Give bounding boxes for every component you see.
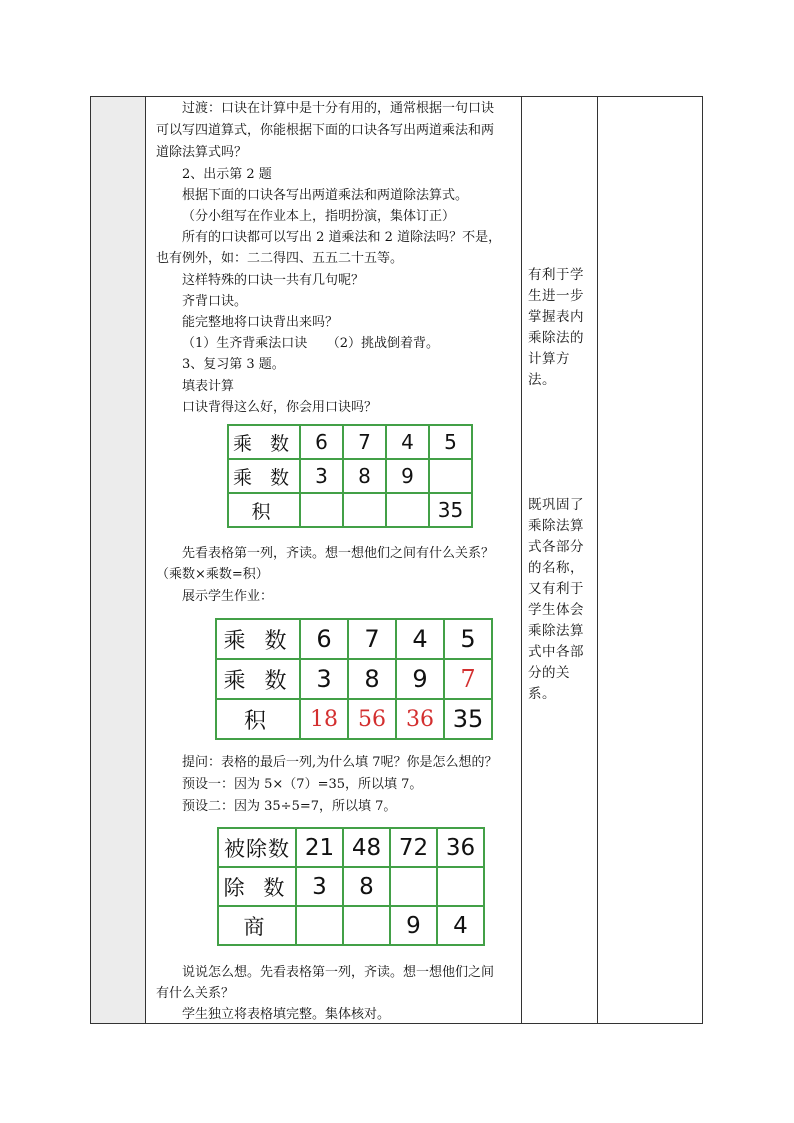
table-cell: 7: [343, 425, 386, 459]
text-line: （1）生齐背乘法口诀 （2）挑战倒着背。: [182, 336, 440, 351]
table-cell: [386, 493, 429, 527]
text-line: 先看表格第一列，齐读。想一想他们之间有什么关系？: [182, 546, 495, 561]
text-line: 学生独立将表格填完整。集体核对。: [182, 1007, 391, 1022]
table-cell: [429, 459, 472, 493]
text-line: 齐背口诀。: [182, 294, 248, 309]
text-line: 过渡：口诀在计算中是十分有用的，通常根据一句口诀: [182, 101, 495, 116]
text-line: 所有的口诀都可以写出 2 道乘法和 2 道除法吗？不是，: [182, 230, 502, 245]
text-line: （乘数×乘数=积）: [156, 567, 269, 582]
table-cell: 4: [396, 619, 444, 659]
table-cell: 5: [429, 425, 472, 459]
table-cell: 6: [300, 425, 343, 459]
table-cell: 48: [343, 828, 390, 867]
table-cell: 21: [296, 828, 343, 867]
table-cell: 8: [348, 659, 396, 699]
table-cell: 8: [343, 867, 390, 906]
multiplication-table-blank: [227, 424, 473, 528]
design-intent-column: [522, 97, 598, 1023]
table-cell: [343, 493, 386, 527]
content-column: [146, 97, 522, 1023]
text-line: 可以写四道算式，你能根据下面的口诀各写出两道乘法和两: [156, 123, 495, 138]
text-line: 这样特殊的口诀一共有几句呢？: [182, 273, 365, 288]
table-cell: 4: [437, 906, 484, 945]
right-column: [598, 97, 702, 1023]
multiplication-table-answered: [215, 618, 493, 740]
table-cell: 72: [390, 828, 437, 867]
text-line: （分小组写在作业本上，指明扮演，集体订正）: [182, 209, 456, 224]
answer-cell: 7: [444, 659, 492, 699]
division-table: [217, 827, 485, 946]
text-line: 展示学生作业：: [182, 589, 274, 604]
text-line: 预设二：因为 35÷5=7，所以填 7。: [182, 799, 397, 814]
note-computation: 有利于学生进一步掌握表内乘除法的计算方法。: [528, 267, 584, 388]
table-label: 乘 数: [216, 619, 300, 659]
table-label: 乘 数: [228, 425, 300, 459]
answer-cell: 18: [300, 699, 348, 739]
table-cell: 4: [386, 425, 429, 459]
text-line: 口诀背得这么好，你会用口诀吗？: [182, 400, 378, 415]
text-line: 能完整地将口诀背出来吗？: [182, 315, 339, 330]
table-cell: 5: [444, 619, 492, 659]
answer-cell: 56: [348, 699, 396, 739]
left-column: [91, 97, 146, 1023]
answer-cell: 36: [396, 699, 444, 739]
table-cell: [437, 867, 484, 906]
table-cell: 3: [300, 659, 348, 699]
text-line: 预设一：因为 5×（7）=35，所以填 7。: [182, 777, 423, 792]
table-cell: 9: [386, 459, 429, 493]
table-label: 被除数: [218, 828, 296, 867]
table-cell: [300, 493, 343, 527]
table-label: 积: [228, 493, 300, 527]
table-label: 商: [218, 906, 296, 945]
lesson-table: [90, 96, 703, 1024]
table-cell: 7: [348, 619, 396, 659]
table-cell: 8: [343, 459, 386, 493]
text-line: 提问：表格的最后一列,为什么填 7呢？你是怎么想的？: [182, 755, 498, 770]
text-line: 也有例外，如：二二得四、五五二十五等。: [156, 251, 404, 266]
text-line: 道除法算式吗？: [156, 145, 248, 160]
text-line: 根据下面的口诀各写出两道乘法和两道除法算式。: [182, 188, 469, 203]
table-cell: [390, 867, 437, 906]
table-label: 乘 数: [216, 659, 300, 699]
table-label: 除 数: [218, 867, 296, 906]
table-cell: 36: [437, 828, 484, 867]
table-cell: 35: [444, 699, 492, 739]
table-cell: [296, 906, 343, 945]
table-cell: 3: [300, 459, 343, 493]
text-line: 说说怎么想。先看表格第一列，齐读。想一想他们之间: [182, 965, 495, 980]
note-relationship: 既巩固了乘除法算式各部分的名称，又有利于学生体会乘除法算式中各部分的关系。: [528, 497, 584, 702]
table-cell: 9: [390, 906, 437, 945]
table-cell: [343, 906, 390, 945]
table-cell: 35: [429, 493, 472, 527]
table-label: 乘 数: [228, 459, 300, 493]
table-cell: 3: [296, 867, 343, 906]
table-cell: 6: [300, 619, 348, 659]
text-line: 有什么关系？: [156, 986, 235, 1001]
text-line: 2、出示第 2 题: [182, 167, 272, 182]
text-line: 填表计算: [182, 379, 235, 394]
table-label: 积: [216, 699, 300, 739]
table-cell: 9: [396, 659, 444, 699]
text-line: 3、复习第 3 题。: [182, 357, 285, 372]
